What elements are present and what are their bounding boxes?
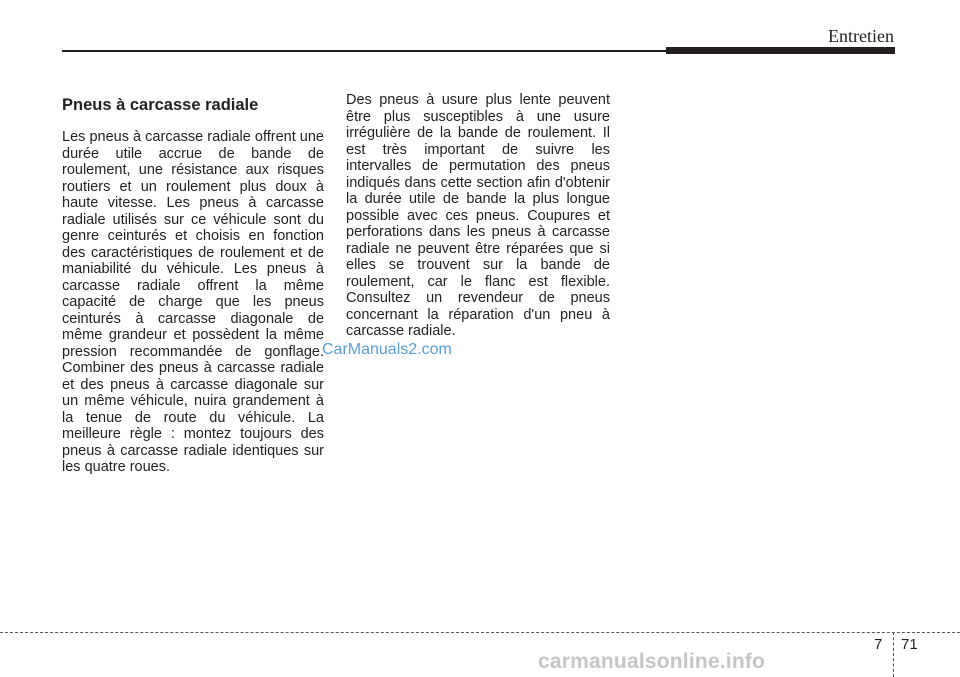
- header-section-title: Entretien: [828, 26, 894, 46]
- header-rule-accent: [666, 47, 895, 54]
- left-column: [62, 93, 324, 476]
- left-column-text: Les pneus à carcasse radiale offrent une durée utile accrue de bande de roulement, une résistance aux risques routiers et un roulement plus doux à haute vitesse. Les pneus à carcasse radiale utilisés sur ce véhicule sont du genre ceinturés et choisis en fonction des caractéristiques de roulement et de maniabilité du véhicule. Les pneus à carcasse radiale offrent la même capacité de charge que les pneus ceinturés à carcasse diagonale de même grandeur et possèdent la même pression recommandée de gonflage. Combiner des pneus à carcasse radiale et des pneus à carcasse diagonale sur un même véhicule, nuira grandement à la tenue de route du véhicule. La meilleure règle : montez toujours des pneus à carcasse radiale identiques sur les quatre roues.: [62, 129, 324, 475]
- right-column-text: Des pneus à usure plus lente peuvent être plus susceptibles à une usure irrégulière de la bande de roulement. Il est très important de suivre les intervalles de permutation des pneus indiqués dans cette section afin d'obtenir la durée utile de bande la plus longue possible avec ces pneus. Coupures et perforations dans les pneus à carcasse radiale ne peuvent être réparées que si elles se trouvent sur la bande de roulement, car le flanc est flexible. Consultez un revendeur de pneus concernant la réparation d'un pneu à carcasse radiale.: [346, 92, 610, 339]
- watermark-footer[interactable]: carmanualsonline.info: [538, 650, 766, 673]
- chapter-number: 7: [874, 636, 883, 653]
- footer-rule: [0, 632, 960, 633]
- page-number: 71: [901, 636, 918, 653]
- watermark-overlay: CarManuals2.com: [322, 341, 452, 358]
- right-column: [346, 92, 610, 340]
- section-heading: Pneus à carcasse radiale: [62, 96, 259, 114]
- header-rule: [62, 50, 668, 52]
- footer-divider: [893, 632, 894, 677]
